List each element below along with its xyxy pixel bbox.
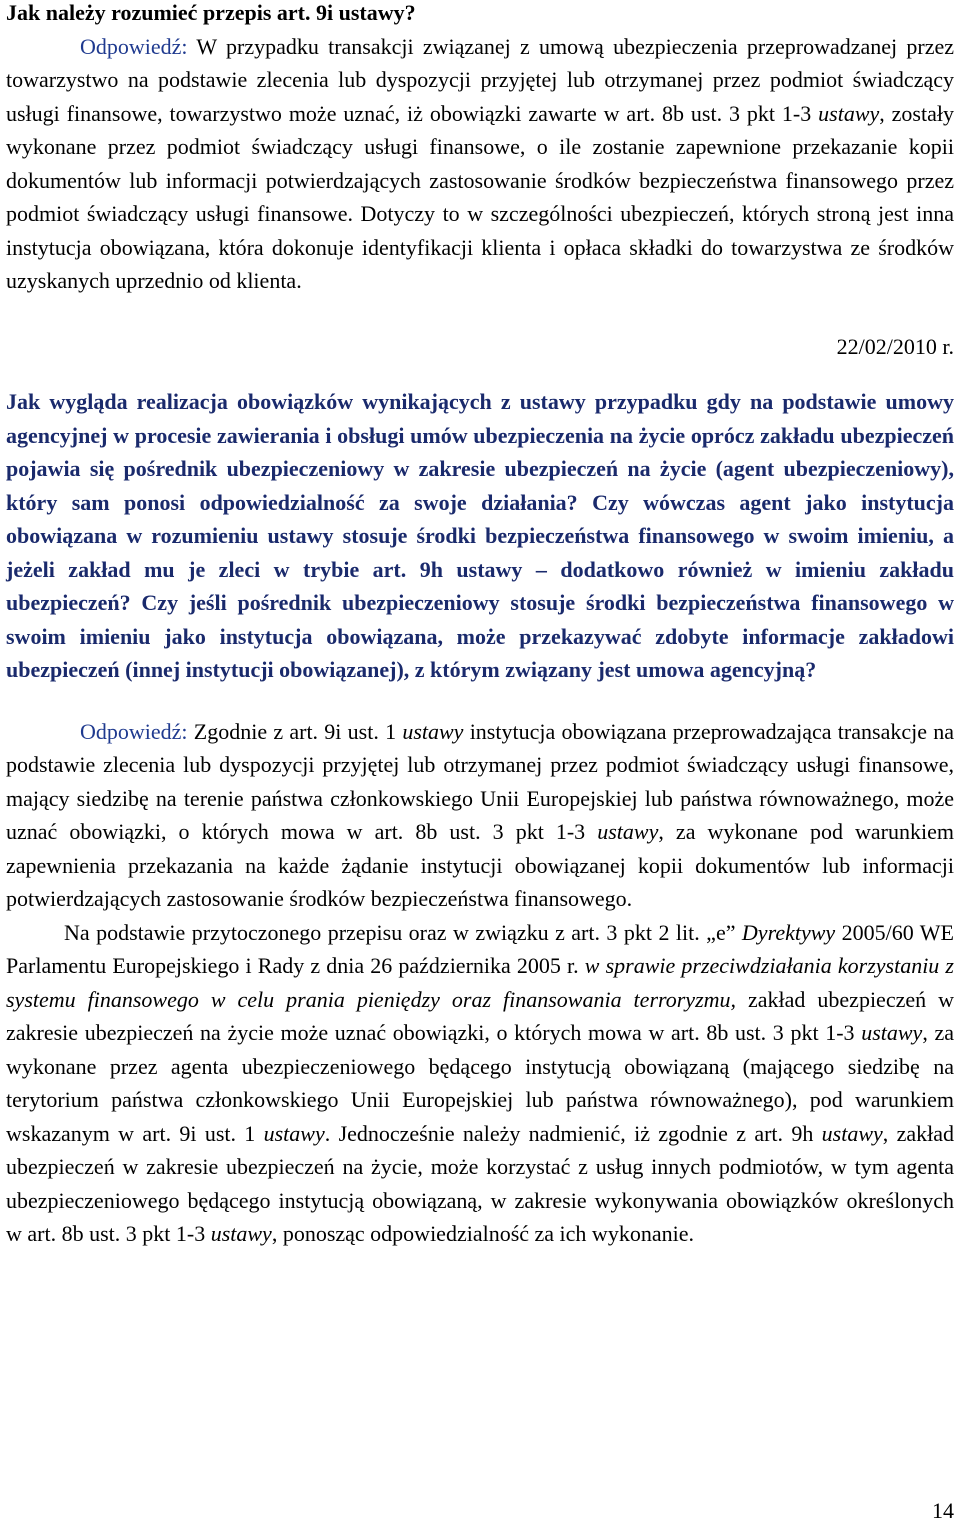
- question-text: Jak należy rozumieć przepis art. 9i ustawy?: [6, 0, 416, 25]
- explanation-italic: ustawy: [861, 1020, 923, 1045]
- answer-italic: ustawy: [597, 819, 659, 844]
- explanation-text: , ponosząc odpowiedzialność za ich wykonanie.: [271, 1221, 694, 1246]
- explanation-text: , za wykonane przez agenta ubezpieczeniowego będącego instytucją obowiązaną (mającego siedzibę na terytorium państwa członkowskiego Unii Europejskiej lub państwa równoważnego), pod warunkiem wskazanym w art. 9i ust. 1: [6, 1020, 954, 1146]
- answer-italic: ustawy: [402, 718, 464, 744]
- answer-text-cont: , zostały wykonane przez podmiot świadczący usługi finansowe, o ile zostanie zapewnione przekazanie kopii dokumentów lub informacji potwierdzających zastosowanie środków bezpieczeństwa finansowego przez podmiot świadczący usługi finansowe. Dotyczy to w szczególności ubezpieczeń, których stroną jest inna instytucja obowiązana, która dokonuje identyfikacji klienta i opłaca składki do towarzystwa ze środków uzyskanych uprzednio od klienta.: [6, 100, 954, 293]
- answer-label: Odpowiedź:: [80, 718, 188, 744]
- answer-text: Zgodnie z art. 9i ust. 1: [187, 718, 403, 744]
- question-block: [6, 385, 954, 687]
- explanation-paragraph: [6, 916, 954, 1251]
- answer-text: instytucja obowiązana przeprowadzająca transakcje na podstawie zlecenia lub dyspozycji przyjętej lub otrzymanej przez podmiot świadczący usługi finansowe, mający siedzibę na terenie państwa członkowskiego Unii Europejskiej lub państwa równoważnego, może uznać obowiązki, o których mowa w art. 8b ust. 3 pkt 1-3: [6, 718, 954, 844]
- explanation-italic: ustawy: [210, 1221, 272, 1246]
- answer-paragraph: [6, 715, 954, 916]
- explanation-italic: ustawy: [821, 1120, 883, 1146]
- answer-italic: ustawy: [818, 100, 880, 126]
- explanation-text: Na podstawie przytoczonego przepisu oraz w związku z art. 3 pkt 2 lit. „e”: [64, 919, 742, 945]
- date-line: 22/02/2010 r.: [836, 333, 954, 359]
- document-page: [6, 0, 954, 1251]
- explanation-text: , zakład ubezpieczeń w zakresie ubezpieczeń na życie, może korzystać z usług innych podmiotów, w tym agenta ubezpieczeniowego będącego instytucją obowiązaną, w zakresie wykonywania obowiązków określonych w art. 8b ust. 3 pkt 1-3: [6, 1120, 955, 1246]
- explanation-italic: Dyrektywy: [741, 919, 836, 945]
- explanation-italic: w sprawie przeciwdziałania korzystaniu z systemu finansowego w celu prania pieniędzy oraz finansowania terroryzmu,: [6, 953, 954, 1012]
- page-number: 14: [932, 1498, 954, 1523]
- question-heading: [6, 0, 954, 30]
- answer-paragraph: [6, 30, 954, 298]
- explanation-text: zakład ubezpieczeń w zakresie ubezpieczeń na życie może uznać obowiązki, o których mowa w art. 8b ust. 3 pkt 1-3: [6, 986, 954, 1045]
- answer-label: Odpowiedź:: [80, 33, 188, 59]
- explanation-text: . Jednocześnie należy nadmienić, iż zgodnie z art. 9h: [324, 1120, 822, 1146]
- answer-text: W przypadku transakcji związanej z umową ubezpieczenia przeprowadzanej przez towarzystwo na podstawie zlecenia lub dyspozycji przyjętej lub otrzymanej przez podmiot świadczący usługi finansowe, towarzystwo może uznać, iż obowiązki zawarte w art. 8b ust. 3 pkt 1-3: [6, 33, 954, 126]
- question-text: Jak wygląda realizacja obowiązków wynikających z ustawy przypadku gdy na podstawie umowy agencyjnej w procesie zawierania i obsługi umów ubezpieczenia na życie oprócz zakładu ubezpieczeń pojawia się pośrednik ubezpieczeniowy w zakresie ubezpieczeń na życie (agent ubezpieczeniowy), który sam ponosi odpowiedzialność za swoje działania? Czy wówczas agent jako instytucja obowiązana w rozumieniu ustawy stosuje środki bezpieczeństwa finansowego w swoim imieniu, a jeżeli zakład mu je zleci w trybie art. 9h ustawy – dodatkowo również w imieniu zakładu ubezpieczeń? Czy jeśli pośrednik ubezpieczeniowy stosuje środki bezpieczeństwa finansowego w swoim imieniu jako instytucja obowiązana, może przekazywać zdobyte informacje zakładowi ubezpieczeń (innej instytucji obowiązanej), z którym związany jest umowa agencyjną?: [6, 389, 954, 682]
- answer-text: , za wykonane pod warunkiem zapewnienia przekazania na każde żądanie instytucji obowiązanej kopii dokumentów lub informacji potwierdzających zastosowanie środków bezpieczeństwa finansowego.: [6, 819, 954, 911]
- explanation-text: 2005/60 WE Parlamentu Europejskiego i Rady z dnia 26 października 2005 r.: [6, 919, 954, 978]
- explanation-italic: ustawy: [263, 1120, 325, 1146]
